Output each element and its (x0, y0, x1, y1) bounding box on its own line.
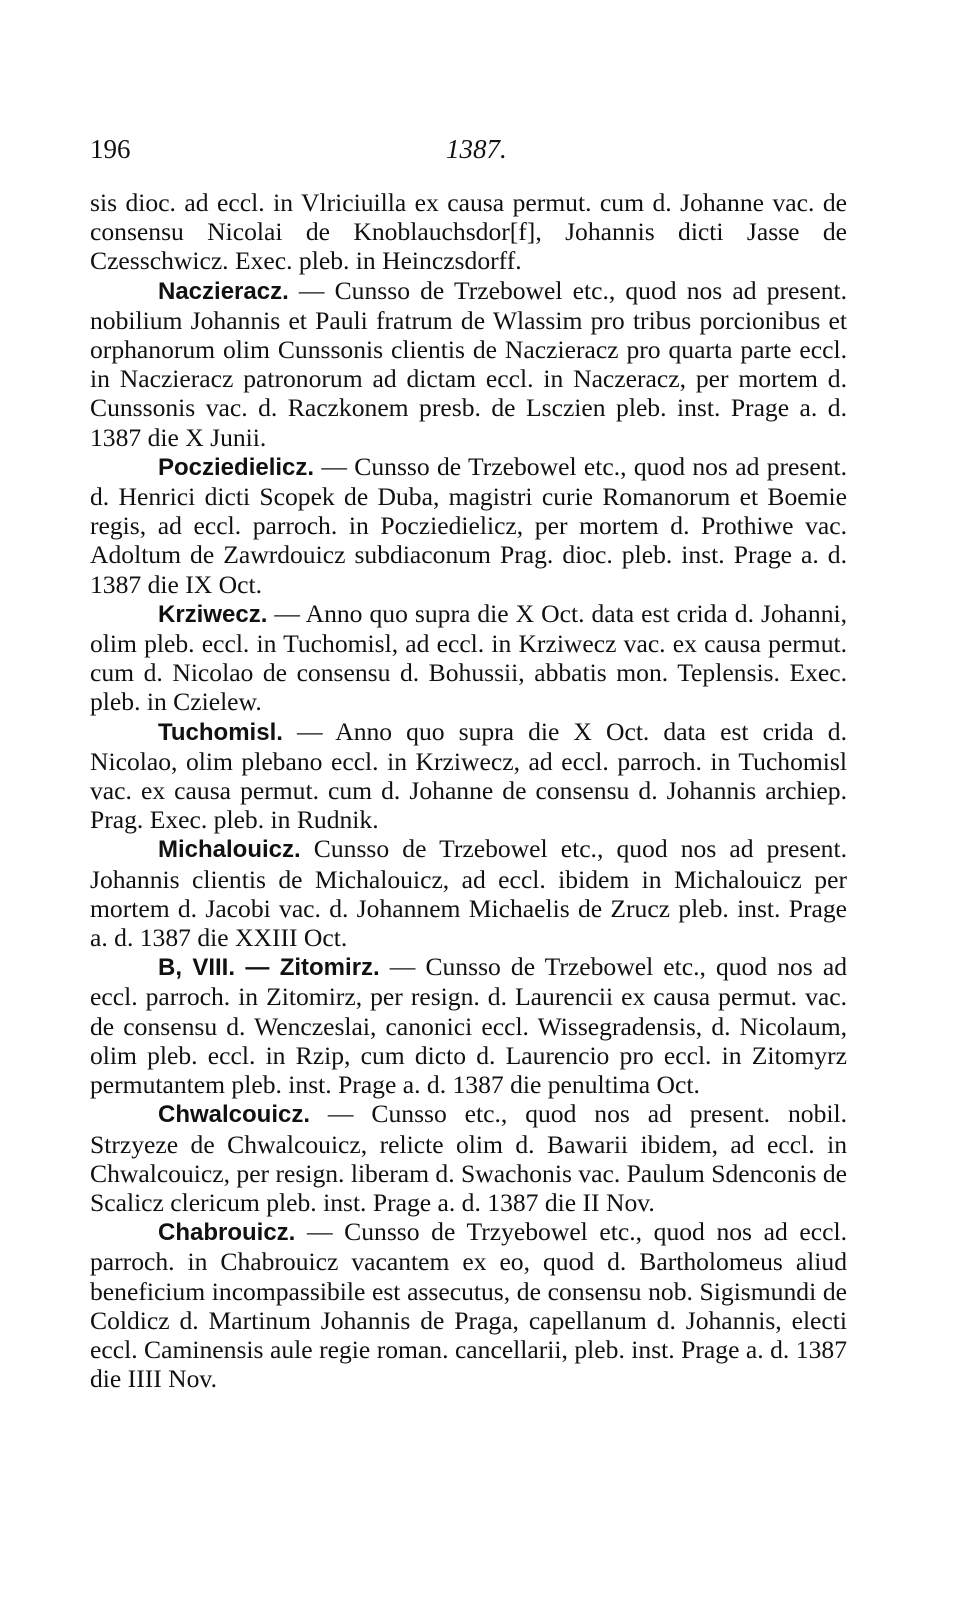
entry-heading: Naczieracz. (158, 277, 289, 305)
paragraph-continuation (90, 188, 847, 276)
entry-heading: Tuchomisl. (158, 718, 283, 746)
running-head (90, 118, 847, 166)
running-head-year: 1387. (446, 134, 507, 164)
entry-krziwecz (90, 599, 847, 717)
paragraph-text: sis dioc. ad eccl. in Vlriciuilla ex causa permut. cum d. Johanne vac. de consensu Nicolai de Knoblauchsdor[f], Johannis dicti Jasse de Czesschwicz. Exec. pleb. in Heinczsdorff. (90, 188, 847, 276)
entry-pocziedielicz (90, 452, 847, 599)
entry-text: — Anno quo supra die X Oct. data est crida d. Johanni, olim pleb. eccl. in Tuchomisl, ad eccl. in Krziwecz vac. ex causa permut. cum d. Nicolao de consensu d. Bohussii, abbatis mon. Teplensis. Exec. pleb. in Czielew. (90, 598, 847, 717)
entry-text: — Cunsso etc., quod nos ad present. nobil. Strzyeze de Chwalcouicz, relicte olim d. Bawarii ibidem, ad eccl. in Chwalcouicz, per resign. liberam d. Swachonis vac. Paulum Sdenconis de Scalicz clericum pleb. inst. Prage a. d. 1387 die II Nov. (90, 1099, 847, 1217)
entry-heading: Krziwecz. (158, 600, 268, 628)
entry-heading: Michalouicz. (158, 836, 301, 864)
book-page (90, 118, 847, 1393)
entry-text: Cunsso de Trzebowel etc., quod nos ad present. Johannis clientis de Michalouicz, ad eccl. ibidem in Michalouicz per mortem d. Jacobi vac. d. Johannem Michaelis de Zrucz pleb. inst. Prage a. d. 1387 die XXIII Oct. (90, 834, 847, 953)
entry-chwalcouicz (90, 1099, 847, 1217)
entry-heading: Chabrouicz. (158, 1219, 296, 1247)
entry-text: — Cunsso de Trzebowel etc., quod nos ad eccl. parroch. in Zitomirz, per resign. d. Laurencii ex causa permut. vac. de consensu d. Wenczeslai, canonici eccl. Wissegradensis, d. Nicolaum, olim pleb. eccl. in Rzip, cum dicto d. Laurencio pro eccl. in Zitomyrz permutantem pleb. inst. Prage a. d. 1387 die penultima Oct. (90, 952, 847, 1100)
page-number: 196 (90, 134, 131, 164)
entry-zitomirz (90, 952, 847, 1099)
entry-naczieracz (90, 276, 847, 452)
entry-text: — Anno quo supra die X Oct. data est crida d. Nicolao, olim plebano eccl. in Krziwecz, ad eccl. parroch. in Tuchomisl vac. ex causa permut. cum d. Johanne de consensu d. Johannis archiep. Prag. Exec. pleb. in Rudnik. (90, 716, 847, 835)
entry-text: — Cunsso de Trzebowel etc., quod nos ad present. d. Henrici dicti Scopek de Duba, magistri curie Romanorum et Boemie regis, ad eccl. parroch. in Pocziedielicz, per mortem d. Prothiwe vac. Adoltum de Zawrdouicz subdiaconum Prag. dioc. pleb. inst. Prage a. d. 1387 die IX Oct. (90, 451, 847, 599)
entry-text: — Cunsso de Trzebowel etc., quod nos ad present. nobilium Johannis et Pauli fratrum de Wlassim pro tribus porcionibus et orphanorum olim Cunssonis clientis de Naczieracz pro quarta parte eccl. in Naczieracz patronorum ad dictam eccl. in Naczeracz, per mortem d. Cunssonis vac. d. Raczkonem presb. de Lsczien pleb. inst. Prage a. d. 1387 die X Junii. (90, 275, 847, 452)
entry-chabrouicz (90, 1217, 847, 1393)
body-text (90, 188, 847, 1393)
entry-michalouicz (90, 834, 847, 952)
entry-heading: B, VIII. — Zitomirz. (158, 954, 380, 982)
entry-tuchomisl (90, 717, 847, 835)
entry-heading: Pocziedielicz. (158, 453, 315, 481)
entry-text: — Cunsso de Trzyebowel etc., quod nos ad eccl. parroch. in Chabrouicz vacantem ex eo, quod d. Bartholomeus aliud beneficium incompassibile est assecutus, de consensu nob. Sigismundi de Coldicz d. Martinum Johannis de Praga, capellanum d. Johannis, electi eccl. Caminensis aule regie roman. cancellarii, pleb. inst. Prage a. d. 1387 die IIII Nov. (90, 1217, 847, 1394)
entry-heading: Chwalcouicz. (158, 1101, 311, 1129)
